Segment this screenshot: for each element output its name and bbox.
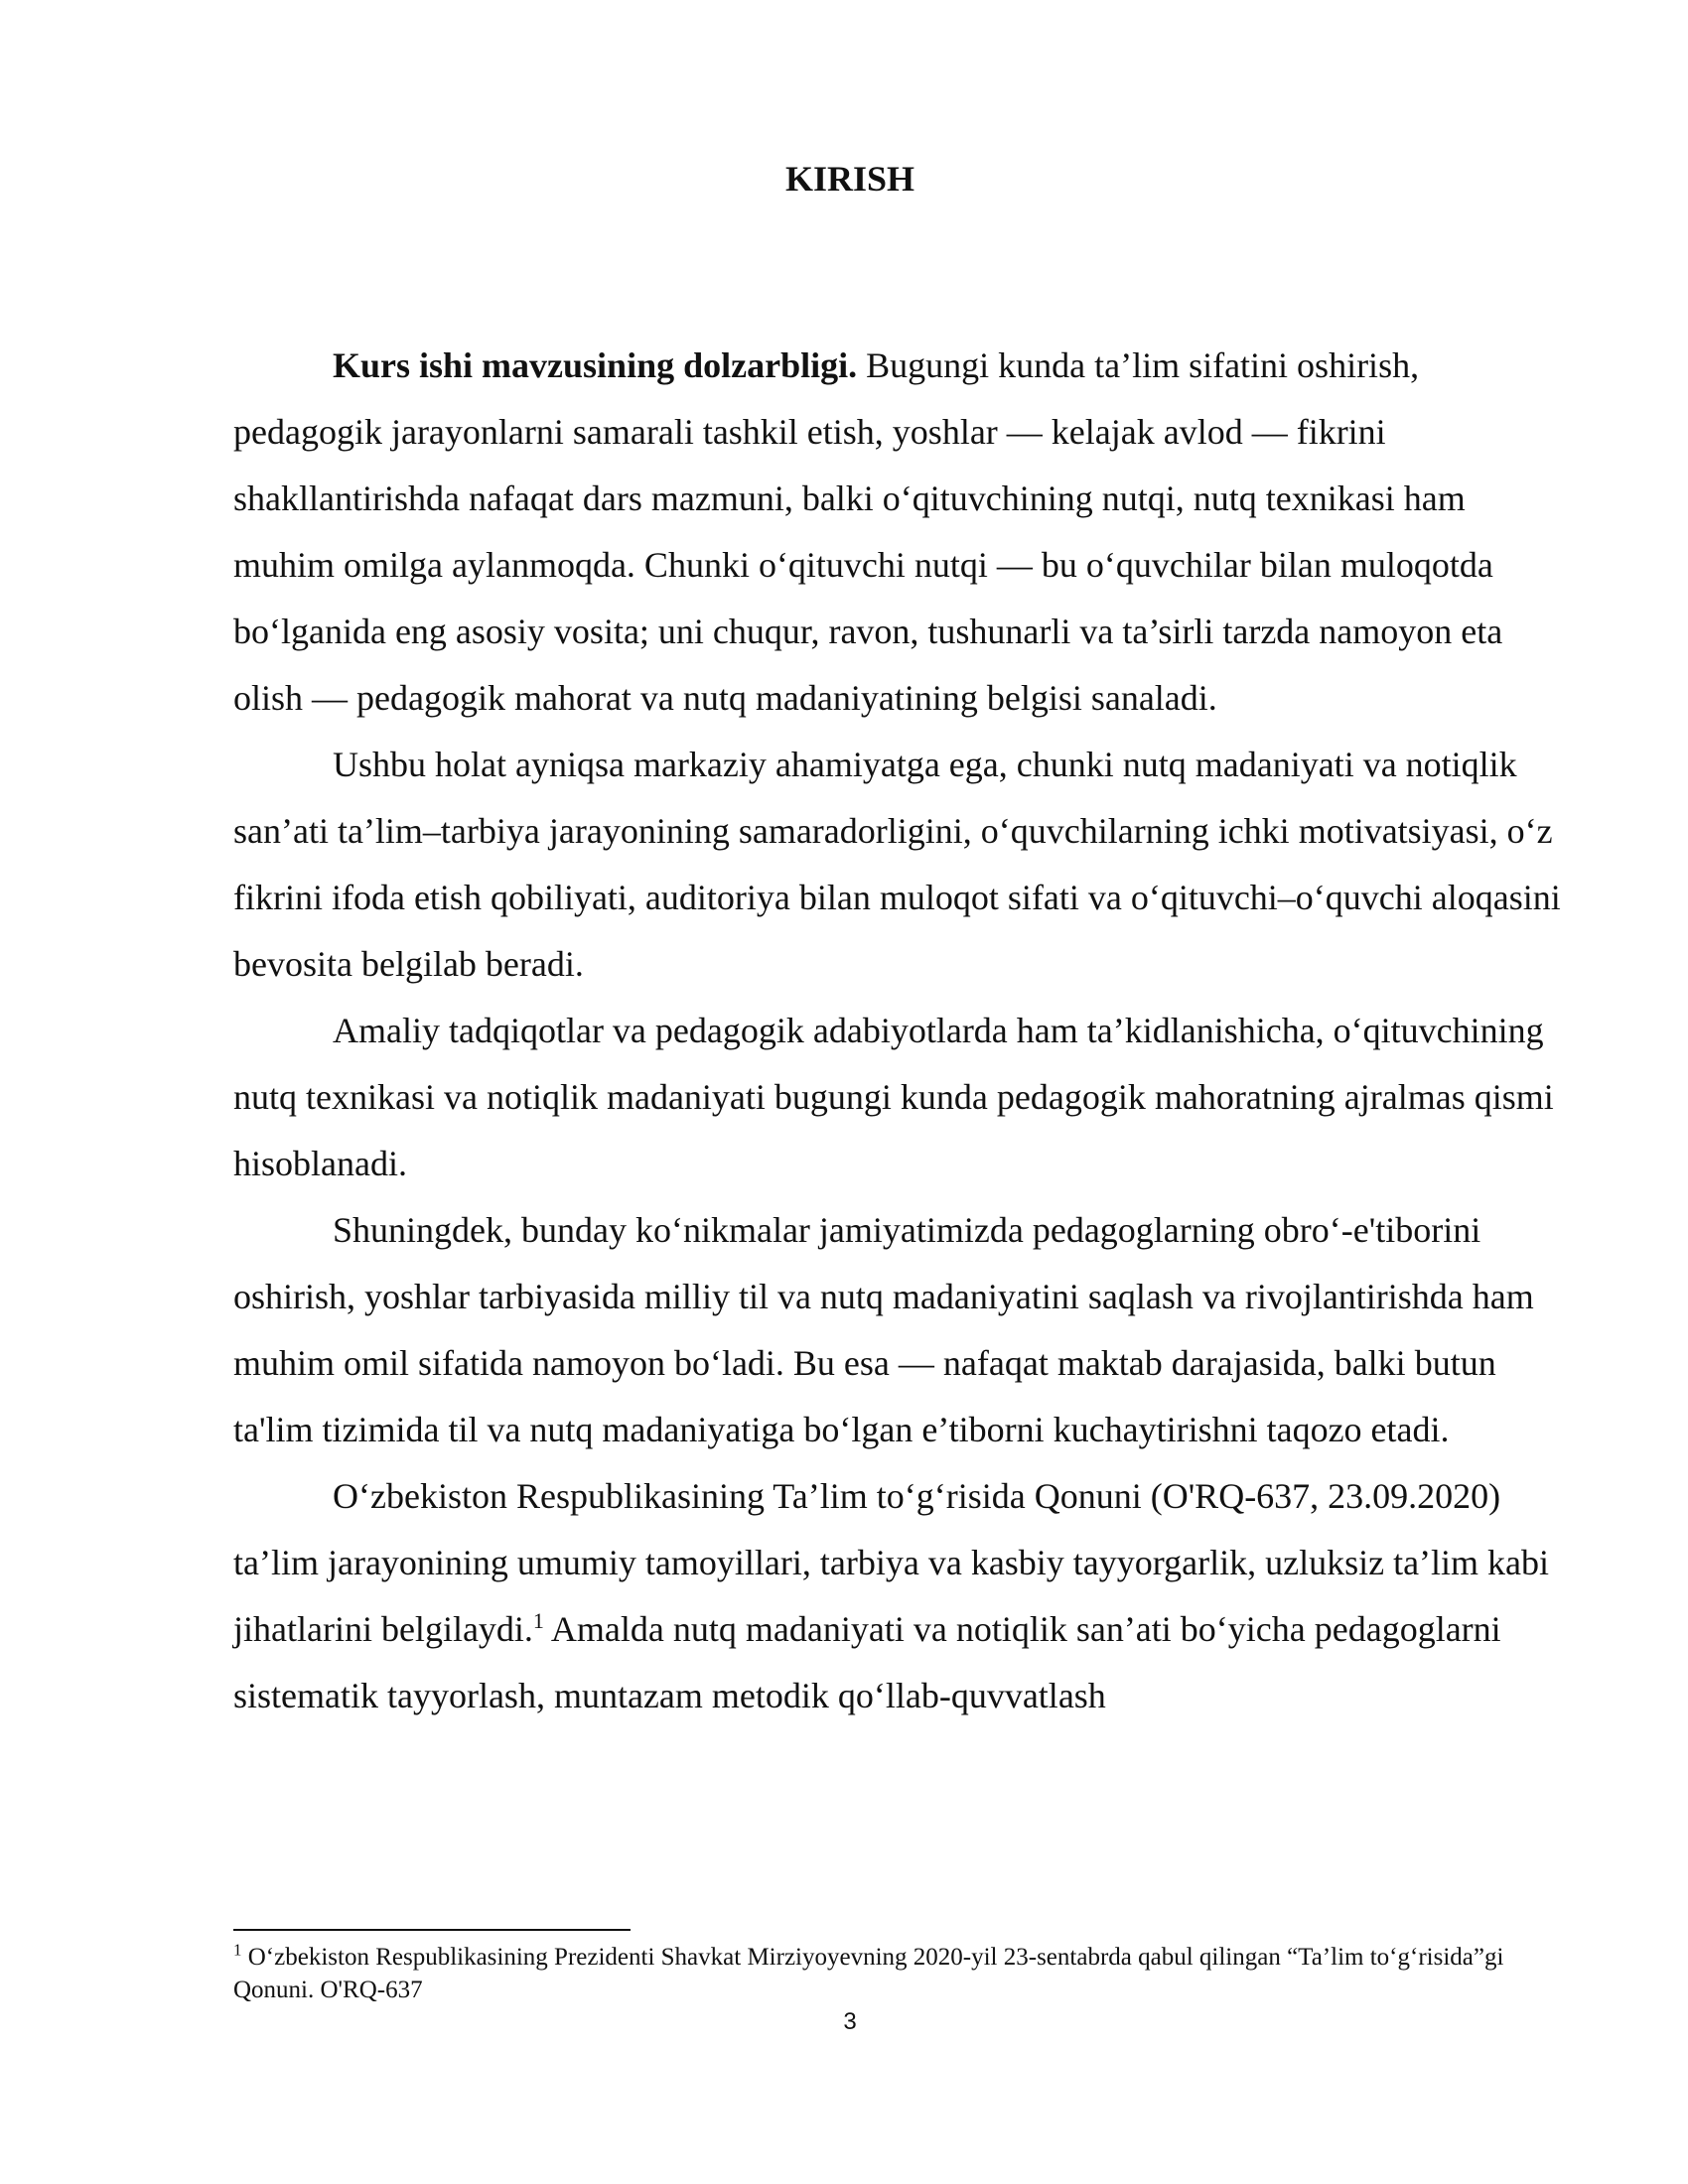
body-text [233,333,1564,1729]
footnote-reference[interactable]: 1 [532,1608,544,1633]
paragraph-text: Amaliy tadqiqotlar va pedagogik adabiyotlarda ham ta’kidlanishicha, o‘qituvchining nutq texnikasi va notiqlik madaniyati bugungi kunda pedagogik mahoratning ajralmas qismi hisoblanadi. [233,1011,1554,1183]
paragraph-text: Amalda nutq madaniyati va notiqlik san’ati bo‘yicha pedagoglarni sistematik tayyorlash, muntazam metodik qo‘llab-quvvatlash [233,1609,1501,1715]
paragraph-text: Bugungi kunda ta’lim sifatini oshirish, pedagogik jarayonlarni samarali tashkil etish, yoshlar — kelajak avlod — fikrini shakllantirishda nafaqat dars mazmuni, balki o‘qituvchining nutqi, nutq texnikasi ham muhim omilga aylanmoqda. Chunki o‘qituvchi nutqi — bu o‘quvchilar bilan muloqotda bo‘lganida eng asosiy vosita; uni chuqur, ravon, tushunarli va ta’sirli tarzda namoyon eta olish — pedagogik mahorat va nutq madaniyatining belgisi sanaladi. [233,345,1503,718]
footnote-separator [233,1929,631,1931]
paragraph-relevance [233,333,1564,732]
page-title: KIRISH [784,159,915,199]
paragraph-research [233,998,1564,1197]
footnote-text: O‘zbekiston Respublikasining Prezidenti Shavkat Mirziyoyevning 2020-yil 23-sentabrda qabul qilingan “Ta’lim to‘g‘risida”gi Qonuni. O'RQ-637 [233,1944,1504,2003]
paragraph-skills [233,1197,1564,1463]
paragraph-lead-heading: Kurs ishi mavzusining dolzarbligi. [333,345,858,385]
footnote-marker: 1 [233,1940,242,1960]
paragraph-text: Shuningdek, bunday ko‘nikmalar jamiyatimizda pedagoglarning obro‘-e'tiborini oshirish, yoshlar tarbiyasida milliy til va nutq madaniyatini saqlash va rivojlantirishda ham muhim omil sifatida namoyon bo‘ladi. Bu esa — nafaqat maktab darajasida, balki butun ta'lim tizimida til va nutq madaniyatiga bo‘lgan e’tiborni kuchaytirishni taqozo etadi. [233,1210,1534,1449]
footnote [233,1941,1564,2006]
paragraph-speech-culture [233,732,1564,998]
paragraph-text: O‘zbekiston Respublikasining Ta’lim to‘g‘risida Qonuni (O'RQ-637, 23.09.2020) ta’lim jarayonining umumiy tamoyillari, tarbiya va kasbiy tayyorgarlik, uzluksiz ta’lim kabi jihatlarini belgilaydi. [233,1476,1550,1649]
page-number: 3 [843,2008,857,2035]
paragraph-law [233,1463,1564,1729]
paragraph-text: Ushbu holat ayniqsa markaziy ahamiyatga ega, chunki nutq madaniyati va notiqlik san’ati ta’lim–tarbiya jarayonining samaradorligini, o‘quvchilarning ichki motivatsiyasi, o‘z fikrini ifoda etish qobiliyati, auditoriya bilan muloqot sifati va o‘qituvchi–o‘quvchi aloqasini bevosita belgilab beradi. [233,745,1561,984]
